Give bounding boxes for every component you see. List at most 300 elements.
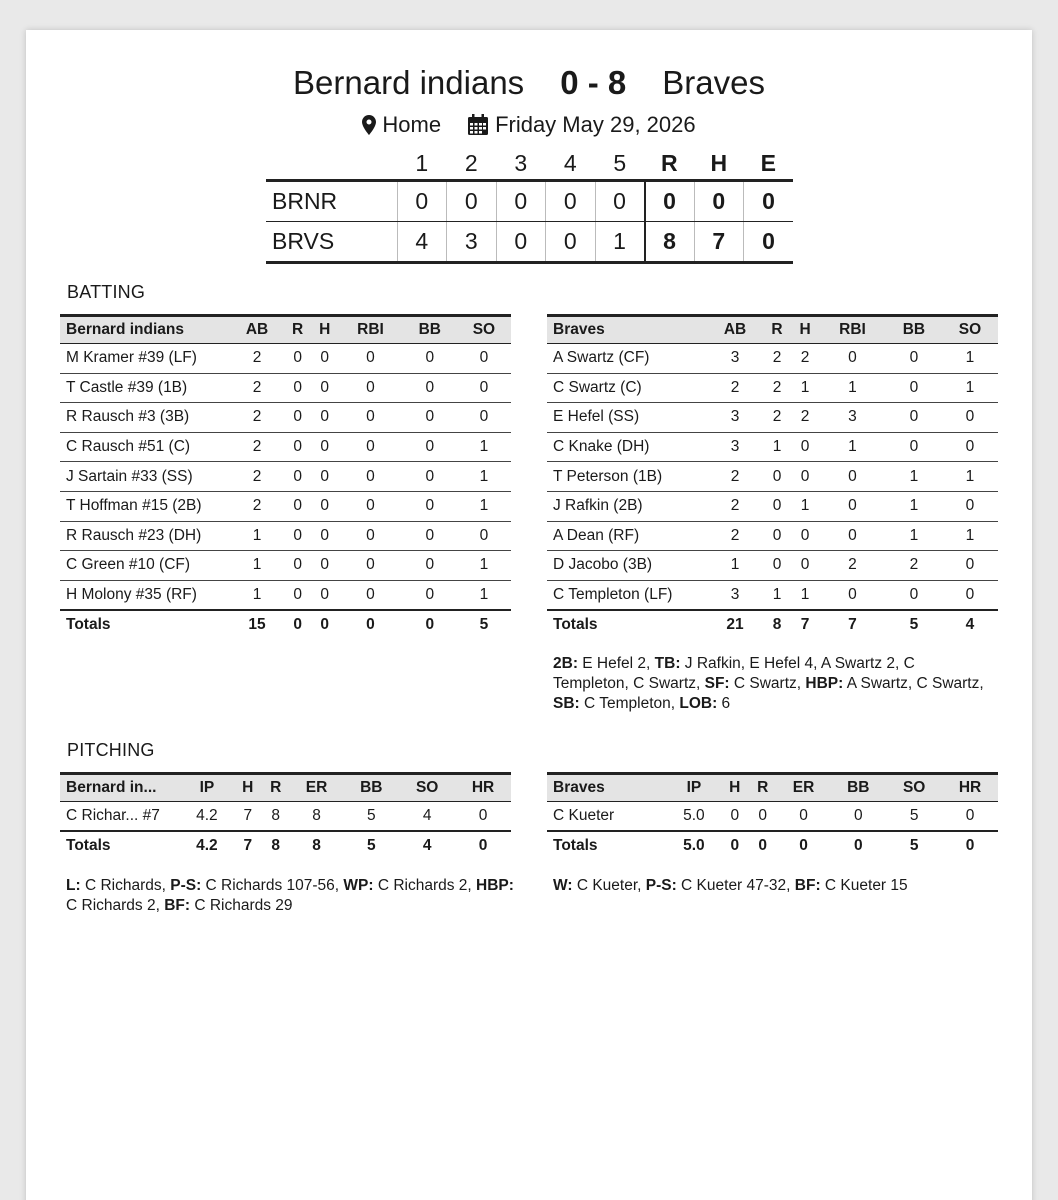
stat-cell: 0 — [763, 521, 791, 551]
total-cell: 0 — [942, 831, 998, 860]
stat-cell: 0 — [311, 344, 338, 374]
stat-cell: 0 — [942, 403, 998, 433]
player-name: T Hoffman #15 (2B) — [60, 491, 230, 521]
stat-cell: 0 — [284, 462, 311, 492]
note-text: C Richards, — [80, 877, 171, 894]
stat-column-header: H — [721, 774, 749, 802]
stat-column-header: IP — [180, 774, 234, 802]
total-cell: 0 — [311, 610, 338, 640]
stat-cell: 1 — [791, 580, 819, 610]
stat-cell: 0 — [311, 432, 338, 462]
stat-cell: 0 — [403, 432, 457, 462]
total-cell: 0 — [749, 831, 777, 860]
player-row — [547, 462, 998, 492]
stat-cell: 1 — [819, 432, 886, 462]
total-cell: 5 — [457, 610, 511, 640]
note-label: BF: — [164, 897, 191, 914]
stat-cell: 0 — [819, 491, 886, 521]
stat-cell: 2 — [707, 462, 763, 492]
player-row — [547, 344, 998, 374]
inning-header: 1 — [415, 149, 429, 176]
total-cell: 0 — [777, 831, 831, 860]
stat-column-header: BB — [403, 316, 457, 344]
player-name: J Sartain #33 (SS) — [60, 462, 230, 492]
note-label: BF: — [794, 877, 821, 894]
stat-cell: 0 — [886, 344, 942, 374]
stat-cell: 2 — [230, 403, 284, 433]
team-column-header: Bernard in... — [60, 774, 180, 802]
player-name: T Peterson (1B) — [547, 462, 707, 492]
stat-cell: 0 — [284, 373, 311, 403]
stat-cell: 0 — [886, 580, 942, 610]
stat-cell: 0 — [403, 521, 457, 551]
player-row — [60, 373, 511, 403]
stat-cell: 2 — [707, 373, 763, 403]
player-row — [547, 580, 998, 610]
stat-cell: 1 — [763, 580, 791, 610]
game-location: Home — [382, 112, 442, 137]
totals-row — [547, 610, 998, 640]
stat-cell: 0 — [942, 551, 998, 581]
stat-cell: 0 — [284, 580, 311, 610]
away-team-name: Braves — [662, 64, 765, 101]
stat-cell: 0 — [763, 551, 791, 581]
inning-header: 5 — [613, 149, 627, 176]
stat-cell: 0 — [763, 491, 791, 521]
player-row — [547, 802, 998, 831]
note-label: P-S: — [170, 877, 202, 894]
stat-column-header: R — [763, 316, 791, 344]
player-row — [60, 521, 511, 551]
total-cell: 5 — [343, 831, 399, 860]
stat-cell: 0 — [311, 580, 338, 610]
home-team-name: Bernard indians — [293, 64, 525, 101]
player-name: J Rafkin (2B) — [547, 491, 707, 521]
note-text: C Kueter 15 — [820, 877, 908, 894]
stat-cell: 0 — [819, 462, 886, 492]
stat-cell: 0 — [777, 802, 831, 831]
stat-cell: 0 — [338, 344, 403, 374]
stat-column-header: HR — [942, 774, 998, 802]
stat-column-header: AB — [230, 316, 284, 344]
inning-score: 0 — [546, 180, 596, 221]
player-name: E Hefel (SS) — [547, 403, 707, 433]
inning-header: 4 — [563, 149, 577, 176]
stat-column-header: RBI — [819, 316, 886, 344]
total-cell: 21 — [707, 610, 763, 640]
player-name: C Rausch #51 (C) — [60, 432, 230, 462]
line-score-table — [266, 148, 793, 264]
player-name: R Rausch #23 (DH) — [60, 521, 230, 551]
stat-cell: 0 — [791, 551, 819, 581]
stat-cell: 0 — [403, 403, 457, 433]
team-abbr: BRNR — [266, 180, 397, 221]
note-text: C Templeton, — [579, 695, 680, 712]
stat-column-header: SO — [886, 774, 942, 802]
stat-cell: 0 — [311, 373, 338, 403]
stat-cell: 1 — [457, 580, 511, 610]
totals-row — [60, 610, 511, 640]
stat-cell: 0 — [284, 551, 311, 581]
inning-score: 3 — [447, 221, 497, 262]
stat-cell: 0 — [403, 462, 457, 492]
stat-cell: 0 — [284, 521, 311, 551]
player-name: C Swartz (C) — [547, 373, 707, 403]
errors-total: 0 — [744, 221, 794, 262]
stat-cell: 0 — [457, 403, 511, 433]
total-cell: 7 — [819, 610, 886, 640]
stat-cell: 3 — [707, 403, 763, 433]
stat-column-header: ER — [777, 774, 831, 802]
total-cell: 4 — [399, 831, 455, 860]
inning-header: 3 — [514, 149, 528, 176]
total-cell: 4.2 — [180, 831, 234, 860]
stat-column-header: H — [791, 316, 819, 344]
stat-cell: 8 — [262, 802, 290, 831]
stat-cell: 0 — [942, 491, 998, 521]
hits-total: 0 — [694, 180, 744, 221]
stat-cell: 0 — [311, 403, 338, 433]
stat-column-header: H — [311, 316, 338, 344]
player-name: C Richar... #7 — [60, 802, 180, 831]
stat-column-header: SO — [457, 316, 511, 344]
stat-cell: 1 — [942, 344, 998, 374]
inning-score: 0 — [496, 221, 546, 262]
stat-cell: 2 — [230, 491, 284, 521]
stat-cell: 2 — [230, 373, 284, 403]
stat-cell: 0 — [403, 373, 457, 403]
inning-score: 0 — [595, 180, 645, 221]
stat-cell: 2 — [819, 551, 886, 581]
stat-column-header: ER — [290, 774, 344, 802]
player-row — [547, 432, 998, 462]
stat-column-header: AB — [707, 316, 763, 344]
player-name: C Knake (DH) — [547, 432, 707, 462]
note-text: C Richards 29 — [190, 897, 293, 914]
stat-cell: 0 — [338, 491, 403, 521]
stat-cell: 0 — [455, 802, 511, 831]
stat-cell: 0 — [403, 491, 457, 521]
stat-cell: 0 — [763, 462, 791, 492]
stat-cell: 0 — [338, 432, 403, 462]
stat-cell: 1 — [230, 580, 284, 610]
stat-cell: 2 — [763, 344, 791, 374]
stat-cell: 0 — [338, 373, 403, 403]
stat-cell: 0 — [284, 403, 311, 433]
totals-label: Totals — [547, 610, 707, 640]
team-column-header: Braves — [547, 316, 707, 344]
total-cell: 7 — [791, 610, 819, 640]
totals-label: Totals — [60, 831, 180, 860]
player-name: D Jacobo (3B) — [547, 551, 707, 581]
note-text: C Kueter 47-32, — [676, 877, 795, 894]
stat-column-header: R — [749, 774, 777, 802]
note-label: W: — [553, 877, 573, 894]
stat-cell: 1 — [886, 521, 942, 551]
stat-cell: 0 — [338, 403, 403, 433]
away-pitching-table — [547, 772, 998, 860]
inning-score: 0 — [447, 180, 497, 221]
stat-cell: 0 — [403, 344, 457, 374]
stat-cell: 1 — [457, 491, 511, 521]
stat-cell: 1 — [819, 373, 886, 403]
total-cell: 0 — [284, 610, 311, 640]
stat-cell: 0 — [749, 802, 777, 831]
note-text: E Hefel 2, — [577, 655, 655, 672]
total-cell: 0 — [338, 610, 403, 640]
stat-column-header: HR — [455, 774, 511, 802]
boxscore-page — [26, 30, 1032, 1200]
stat-cell: 2 — [707, 521, 763, 551]
stat-cell: 4 — [399, 802, 455, 831]
stat-cell: 0 — [311, 462, 338, 492]
stat-cell: 0 — [791, 521, 819, 551]
stat-cell: 2 — [707, 491, 763, 521]
stat-column-header: SO — [399, 774, 455, 802]
stat-cell: 2 — [230, 462, 284, 492]
player-name: A Dean (RF) — [547, 521, 707, 551]
player-row — [547, 373, 998, 403]
player-name: M Kramer #39 (LF) — [60, 344, 230, 374]
stat-cell: 5 — [886, 802, 942, 831]
inning-header: 2 — [464, 149, 478, 176]
totals-label: Totals — [60, 610, 230, 640]
line-score-row — [266, 180, 793, 221]
stat-cell: 1 — [942, 373, 998, 403]
stat-cell: 0 — [338, 462, 403, 492]
stat-cell: 0 — [338, 551, 403, 581]
note-text: J Rafkin, E Hefel 4, A Swartz 2, C Templeton, C Swartz, — [553, 655, 915, 692]
stat-cell: 0 — [791, 462, 819, 492]
stat-cell: 2 — [763, 373, 791, 403]
stat-cell: 1 — [230, 521, 284, 551]
total-cell: 0 — [403, 610, 457, 640]
stat-cell: 0 — [942, 802, 998, 831]
stat-cell: 3 — [707, 580, 763, 610]
player-name: R Rausch #3 (3B) — [60, 403, 230, 433]
inning-score: 1 — [595, 221, 645, 262]
stat-column-header: R — [262, 774, 290, 802]
stat-cell: 2 — [230, 344, 284, 374]
totals-row — [60, 831, 511, 860]
stat-cell: 1 — [230, 551, 284, 581]
player-name: T Castle #39 (1B) — [60, 373, 230, 403]
stat-cell: 0 — [819, 580, 886, 610]
stat-cell: 0 — [886, 373, 942, 403]
player-row — [547, 521, 998, 551]
home-pitching-table — [60, 772, 511, 860]
note-label: SB: — [553, 695, 580, 712]
note-text: C Richards 107-56, — [201, 877, 344, 894]
stat-cell: 0 — [886, 432, 942, 462]
total-cell: 7 — [234, 831, 262, 860]
total-cell: 8 — [290, 831, 344, 860]
stat-cell: 0 — [338, 521, 403, 551]
pitching-section-title: PITCHING — [67, 740, 155, 760]
stat-cell: 2 — [791, 344, 819, 374]
totals-label: Totals — [547, 831, 667, 860]
runs-total: 0 — [645, 180, 695, 221]
inning-score: 0 — [496, 180, 546, 221]
stat-cell: 0 — [791, 432, 819, 462]
runs-header: R — [660, 149, 678, 176]
stat-column-header: H — [234, 774, 262, 802]
note-label: HBP: — [476, 877, 514, 894]
stat-column-header: R — [284, 316, 311, 344]
game-title — [26, 64, 1032, 102]
stat-cell: 0 — [457, 373, 511, 403]
stat-cell: 1 — [763, 432, 791, 462]
stat-column-header: SO — [942, 316, 998, 344]
note-label: SF: — [704, 675, 730, 692]
total-cell: 0 — [455, 831, 511, 860]
stat-cell: 0 — [886, 403, 942, 433]
totals-row — [547, 831, 998, 860]
stat-column-header: BB — [343, 774, 399, 802]
errors-total: 0 — [744, 180, 794, 221]
game-info — [26, 112, 1032, 138]
stat-cell: 2 — [791, 403, 819, 433]
stat-cell: 0 — [311, 491, 338, 521]
total-cell: 8 — [262, 831, 290, 860]
player-row — [60, 802, 511, 831]
batting-section-title: BATTING — [67, 282, 146, 302]
team-column-header: Braves — [547, 774, 667, 802]
player-row — [60, 551, 511, 581]
player-row — [60, 432, 511, 462]
stat-cell: 0 — [284, 344, 311, 374]
home-pitching-notes — [66, 876, 516, 916]
total-cell: 8 — [763, 610, 791, 640]
stat-cell: 0 — [338, 580, 403, 610]
stat-cell: 2 — [763, 403, 791, 433]
errors-header: E — [760, 149, 776, 176]
stat-cell: 2 — [230, 432, 284, 462]
hits-header: H — [710, 149, 728, 176]
total-cell: 5.0 — [667, 831, 721, 860]
stat-cell: 3 — [819, 403, 886, 433]
stat-column-header: RBI — [338, 316, 403, 344]
note-text: C Swartz, — [729, 675, 806, 692]
note-text: C Kueter, — [572, 877, 646, 894]
stat-cell: 0 — [403, 551, 457, 581]
stat-column-header: IP — [667, 774, 721, 802]
player-row — [60, 491, 511, 521]
stat-cell: 1 — [886, 491, 942, 521]
note-label: 2B: — [553, 655, 578, 672]
stat-cell: 1 — [886, 462, 942, 492]
note-text: A Swartz, C Swartz, — [843, 675, 984, 692]
stat-cell: 0 — [403, 580, 457, 610]
stat-cell: 0 — [457, 521, 511, 551]
player-row — [547, 403, 998, 433]
line-score-row — [266, 221, 793, 262]
stat-cell: 0 — [942, 580, 998, 610]
stat-cell: 5 — [343, 802, 399, 831]
stat-cell: 0 — [457, 344, 511, 374]
game-date: Friday May 29, 2026 — [495, 112, 696, 137]
stat-cell: 1 — [791, 373, 819, 403]
total-cell: 5 — [886, 831, 942, 860]
stat-cell: 0 — [721, 802, 749, 831]
player-name: C Green #10 (CF) — [60, 551, 230, 581]
note-label: LOB: — [679, 695, 718, 712]
stat-cell: 3 — [707, 432, 763, 462]
player-row — [60, 462, 511, 492]
stat-cell: 1 — [791, 491, 819, 521]
away-batting-notes — [553, 654, 993, 714]
player-name: C Templeton (LF) — [547, 580, 707, 610]
stat-cell: 1 — [707, 551, 763, 581]
player-row — [60, 403, 511, 433]
inning-score: 4 — [397, 221, 447, 262]
stat-cell: 1 — [457, 551, 511, 581]
stat-cell: 7 — [234, 802, 262, 831]
stat-cell: 4.2 — [180, 802, 234, 831]
home-batting-table — [60, 314, 511, 639]
player-row — [547, 491, 998, 521]
stat-cell: 5.0 — [667, 802, 721, 831]
total-cell: 15 — [230, 610, 284, 640]
stat-cell: 2 — [886, 551, 942, 581]
hits-total: 7 — [694, 221, 744, 262]
total-cell: 4 — [942, 610, 998, 640]
stat-cell: 8 — [290, 802, 344, 831]
player-row — [547, 551, 998, 581]
final-score: 0 - 8 — [560, 64, 627, 101]
runs-total: 8 — [645, 221, 695, 262]
note-label: P-S: — [645, 877, 677, 894]
player-name: H Molony #35 (RF) — [60, 580, 230, 610]
note-label: TB: — [654, 655, 681, 672]
stat-cell: 0 — [942, 432, 998, 462]
inning-score: 0 — [546, 221, 596, 262]
total-cell: 5 — [886, 610, 942, 640]
stat-cell: 0 — [819, 344, 886, 374]
away-batting-table — [547, 314, 998, 639]
note-text: 6 — [717, 695, 731, 712]
total-cell: 0 — [830, 831, 886, 860]
stat-cell: 1 — [457, 462, 511, 492]
map-pin-icon — [362, 115, 376, 135]
stat-cell: 3 — [707, 344, 763, 374]
total-cell: 0 — [721, 831, 749, 860]
player-name: C Kueter — [547, 802, 667, 831]
away-pitching-notes — [553, 876, 993, 896]
stat-cell: 0 — [311, 521, 338, 551]
player-row — [60, 580, 511, 610]
stat-cell: 0 — [284, 491, 311, 521]
stat-cell: 1 — [942, 521, 998, 551]
note-text: C Richards 2, — [66, 897, 165, 914]
stat-cell: 1 — [457, 432, 511, 462]
calendar-icon — [467, 114, 489, 136]
player-row — [60, 344, 511, 374]
stat-cell: 0 — [819, 521, 886, 551]
stat-cell: 0 — [284, 432, 311, 462]
note-label: HBP: — [805, 675, 844, 692]
stat-cell: 0 — [311, 551, 338, 581]
note-text: C Richards 2, — [373, 877, 477, 894]
note-label: L: — [66, 877, 81, 894]
stat-column-header: BB — [830, 774, 886, 802]
team-column-header: Bernard indians — [60, 316, 230, 344]
stat-cell: 1 — [942, 462, 998, 492]
player-name: A Swartz (CF) — [547, 344, 707, 374]
stat-cell: 0 — [830, 802, 886, 831]
stat-column-header: BB — [886, 316, 942, 344]
inning-score: 0 — [397, 180, 447, 221]
